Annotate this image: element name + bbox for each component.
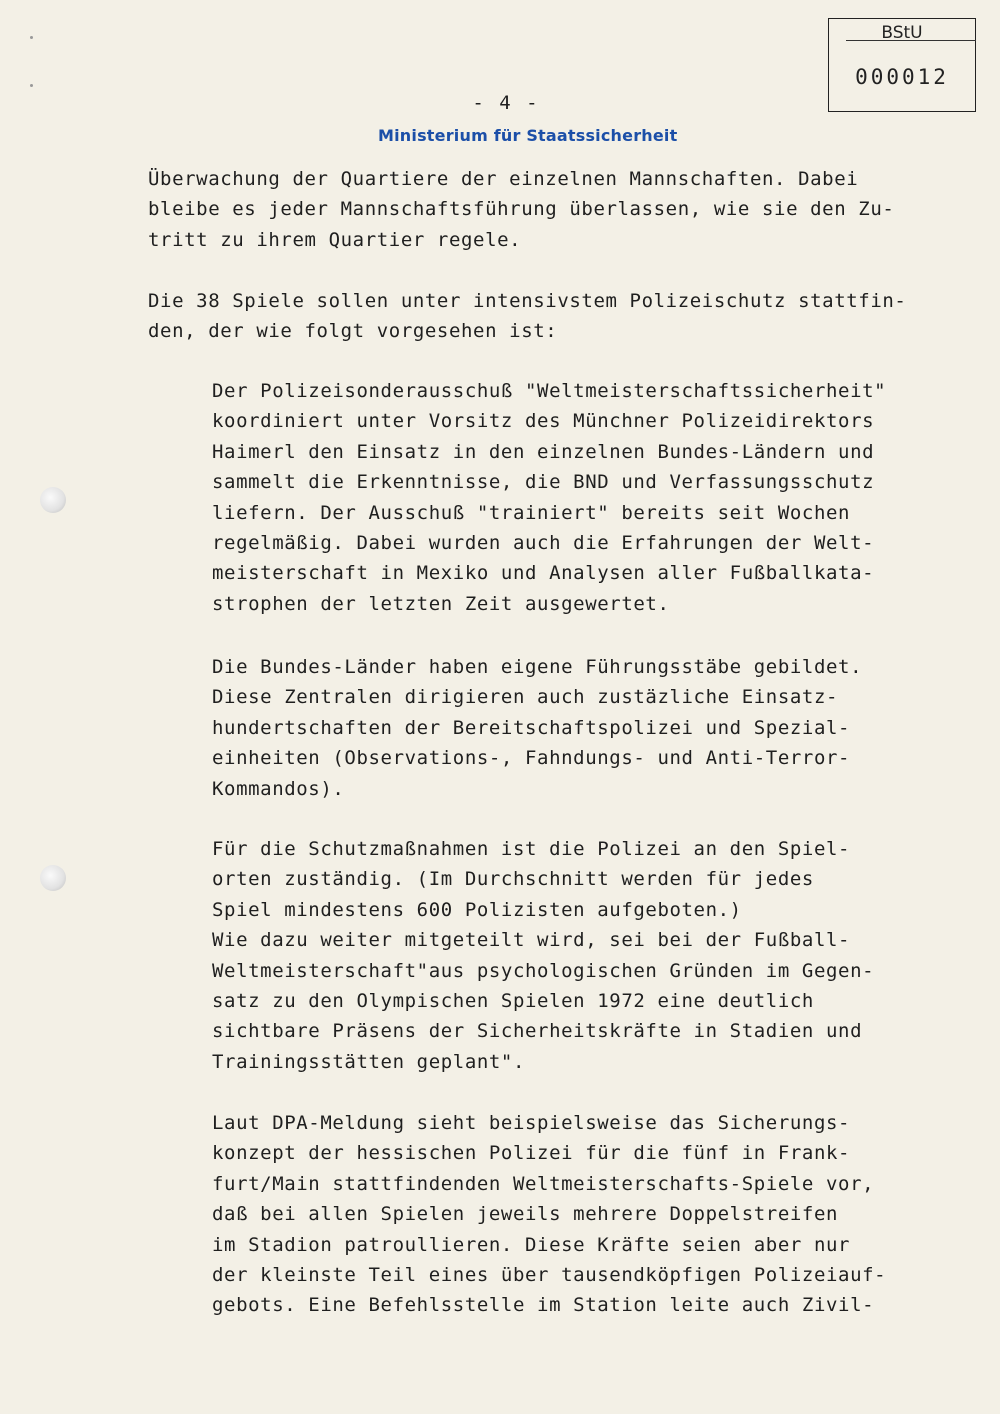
- paragraph-special-committee: Der Polizeisonderausschuß "Weltmeisterschaftssicherheit" koordiniert unter Vorsitz des Münchner Polizeidirektors Haimerl den Einsatz in den einzelnen Bundes-Ländern und sammelt die Erkenntnisse, die BND und Verfassungsschutz liefern. Der Ausschuß "trainiert" bereits seit Wochen regelmäßig. Dabei wurden auch die Erfahrungen der Welt- meisterschaft in Mexiko und Analysen aller Fußballkata- strophen der letzten Zeit ausgewertet.: [212, 380, 887, 615]
- punch-hole-lower: [40, 865, 66, 891]
- archive-stamp: [828, 18, 976, 112]
- paragraph-state-command: Die Bundes-Länder haben eigene Führungsstäbe gebildet. Diese Zentralen dirigieren auch zustäzliche Einsatz- hundertschaften der Bereitschaftspolizei und Spezial- einheiten (Observations-, Fahndungs- und Anti-Terror- Kommandos).: [212, 656, 863, 800]
- page-number: - 4 -: [472, 92, 540, 114]
- paper-speck: [30, 84, 33, 87]
- paragraph-venue-protection: Für die Schutzmaßnahmen ist die Polizei an den Spiel- orten zuständig. (Im Durchschnitt werden für jedes Spiel mindestens 600 Polizisten aufgeboten.) Wie dazu weiter mitgeteilt wird, sei bei der Fußball- Weltmeisterschaft"aus psychologischen Gründen im Gegen- satz zu den Olympischen Spielen 1972 eine deutlich sichtbare Präsens der Sicherheitskräfte in Stadien und Trainingsstätten geplant".: [212, 838, 875, 1073]
- paragraph-quarters: Überwachung der Quartiere der einzelnen Mannschaften. Dabei bleibe es jeder Mannschaftsführung überlassen, wie sie den Zu- tritt zu ihrem Quartier regele.: [148, 168, 895, 251]
- paragraph-police-protection: Die 38 Spiele sollen unter intensivstem Polizeischutz stattfin- den, der wie folgt vorgesehen ist:: [148, 290, 907, 343]
- stamp-number: 000012: [855, 65, 949, 89]
- paper-speck: [30, 36, 33, 39]
- stamp-divider: [846, 40, 976, 41]
- ministry-stamp: Ministerium für Staatssicherheit: [378, 126, 678, 145]
- stamp-label: BStU: [881, 23, 923, 43]
- paragraph-dpa-report: Laut DPA-Meldung sieht beispielsweise das Sicherungs- konzept der hessischen Polizei für die fünf in Frank- furt/Main stattfindenden Weltmeisterschafts-Spiele vor, daß bei allen Spielen jeweils mehrere Doppelstreifen im Stadion patroullieren. Diese Kräfte seien aber nur der kleinste Teil eines über tausendköpfigen Polizeiauf- gebots. Eine Befehlsstelle im Station leite auch Zivil-: [212, 1112, 887, 1317]
- punch-hole-upper: [40, 487, 66, 513]
